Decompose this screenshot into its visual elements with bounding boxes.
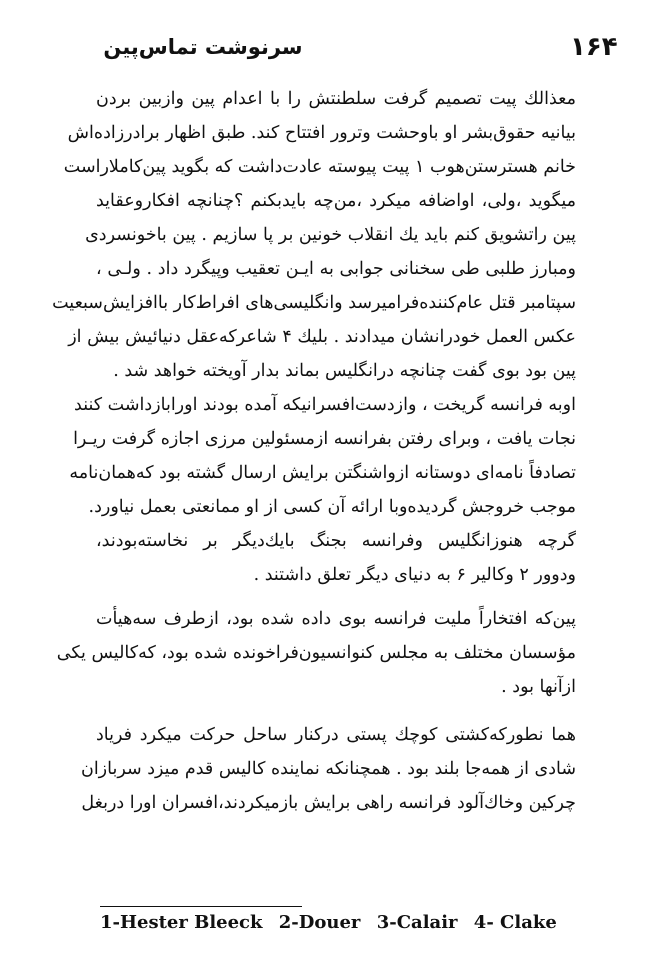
text-line: تصادفاً نامه‌ای دوستانه ازواشنگتن برایش ارسال گشته بود که‌همان‌نامه — [69, 463, 576, 483]
text-line: خانم هسترستن‌هوب ۱ پیت پیوسته عادت‌داشت که بگوید پین‌کاملاراست — [63, 157, 576, 177]
text-line: نجات یافت ، وبرای رفتن بفرانسه ازمسئولین مرزی اجازه گرفت ریـرا — [73, 429, 576, 449]
paragraph-gap — [96, 592, 576, 602]
text-line: معذالك پیت تصمیم گرفت سلطنتش را با اعدام پین وازبین بردن — [96, 89, 576, 109]
paragraph-5 — [80, 718, 576, 820]
footnote-2: 2-Douer — [278, 912, 361, 933]
text-line: پین بود بوی گفت چنانچه درانگلیس بماند بدار آویخته خواهد شد . — [113, 361, 576, 381]
footnotes — [100, 910, 580, 936]
text-line: ازآنها بود . — [501, 677, 576, 697]
page-header — [0, 18, 666, 68]
text-line: ومبارز طلبی طی سخنانی جوابی به ایـن تعقیب وپیگرد داد . ولـی ، — [96, 259, 576, 279]
paragraph-3 — [96, 524, 576, 592]
text-line: هما نطورکه‌کشتی کوچك پستی درکنار ساحل حرکت میکرد فریاد — [96, 725, 576, 745]
footnote-1: 1-Hester Bleeck — [100, 912, 263, 933]
footnote-rule — [100, 906, 302, 907]
text-line: بیانیه حقوق‌بشر او باوحشت وترور افتتاح کند. طبق اظهار برادرزاده‌اش — [67, 123, 576, 143]
paragraph-1 — [52, 82, 576, 388]
footnote-4: 4- Clake — [473, 912, 557, 933]
text-line: شادی از همه‌جا بلند بود . همچنانکه نماینده کالیس قدم میزد سربازان — [80, 759, 576, 779]
text-line: پین راتشویق کنم باید یك انقلاب خونین بر پا سازیم . پین باخونسردی — [85, 225, 576, 245]
text-line: عکس العمل خودرانشان میدادند . بلیك ۴ شاعرکه‌عقل دنیائیش بیش از — [68, 327, 576, 347]
paragraph-2 — [69, 388, 576, 524]
footnote-3: 3-Calair — [376, 912, 458, 933]
text-line: چرکین وخاك‌آلود فرانسه راهی برایش بازمیکردند،افسران اورا دربغل — [81, 793, 576, 813]
text-line: اوبه فرانسه گریخت ، وازدست‌افسرانیکه آمده بودند اورابازداشت کنند — [74, 395, 576, 415]
paragraph-4 — [56, 602, 576, 704]
paragraph-gap — [96, 704, 576, 718]
text-line: سپتامبر قتل عام‌کننده‌فرامیرسد وانگلیسی‌های افراط‌کار باافزایش‌سبعیت — [52, 293, 576, 313]
text-line: میگوید ،ولی، اواضافه میکرد ،من‌چه بایدبکنم ؟چنانچه افکاروعقاید — [96, 191, 576, 211]
body-text — [52, 82, 576, 820]
page-number: ۱۶۴ — [570, 32, 618, 62]
text-line: مؤسسان مختلف به مجلس کنوانسیون‌فراخونده شده بود، که‌کالیس یکی — [56, 643, 576, 663]
text-line: پین‌که افتخاراً ملیت فرانسه بوی داده شده بود، ازطرف سه‌هیأت — [96, 609, 576, 629]
running-title: سرنوشت تماس‌پین — [103, 35, 303, 59]
text-line: ودوور ۲ وکالیر ۶ به دنیای دیگر تعلق داشتند . — [253, 565, 576, 585]
text-line: گرچه هنوزانگلیس وفرانسه بجنگ بایك‌دیگر بر نخاسته‌بودند، — [96, 531, 576, 551]
text-line: موجب خروجش گردیده‌وبا ارائه آن کسی از او ممانعتی بعمل نیاورد. — [88, 497, 576, 517]
